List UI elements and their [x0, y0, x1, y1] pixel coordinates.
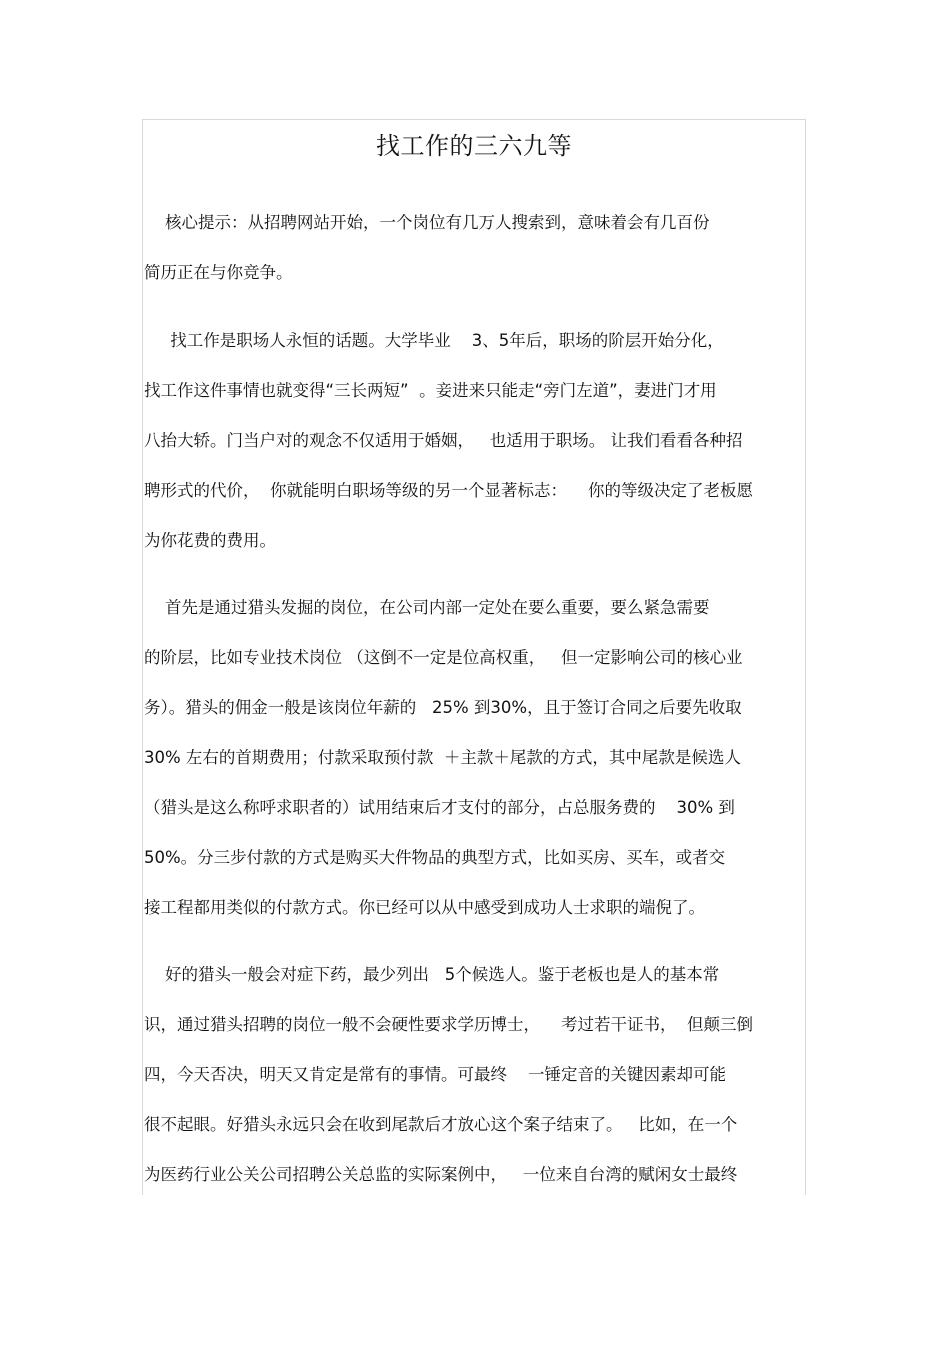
paragraph-line: 八抬大轿。门当户对的观念不仅适用于婚姻， 也适用于职场。 让我们看看各种招: [144, 431, 743, 450]
paragraph-line: （猎头是这么称呼求职者的）试用结束后才支付的部分，占总服务费的 30% 到: [144, 798, 735, 817]
paragraph-line: 50%。分三步付款的方式是购买大件物品的典型方式，比如买房、买车，或者交: [144, 848, 726, 867]
paragraph-line: 核心提示：从招聘网站开始，一个岗位有几万人搜索到，意味着会有几百份: [144, 213, 710, 232]
paragraph-line: 四，今天否决，明天又肯定是常有的事情。可最终 一锤定音的关键因素却可能: [144, 1065, 726, 1084]
paragraph-line: 首先是通过猎头发掘的岗位，在公司内部一定处在要么重要，要么紧急需要: [144, 598, 710, 617]
paragraph-line: 为医药行业公关公司招聘公关总监的实际案例中， 一位来自台湾的赋闲女士最终: [144, 1165, 738, 1184]
paragraph-line: 的阶层，比如专业技术岗位 （这倒不一定是位高权重， 但一定影响公司的核心业: [144, 648, 743, 667]
paragraph-line: 简历正在与你竞争。: [144, 263, 293, 282]
paragraph-line: 接工程都用类似的付款方式。你已经可以从中感受到成功人士求职的端倪了。: [144, 898, 705, 917]
paragraph-line: 识，通过猎头招聘的岗位一般不会硬性要求学历博士， 考过若干证书， 但颠三倒: [144, 1015, 753, 1034]
paragraph-line: 30% 左右的首期费用；付款采取预付款 ＋主款＋尾款的方式，其中尾款是候选人: [144, 748, 741, 767]
paragraph-line: 找工作这件事情也就变得“三长两短” 。妾进来只能走“旁门左道”，妻进门才用: [144, 381, 717, 400]
document-title: 找工作的三六九等: [376, 132, 572, 160]
paragraph-line: 好的猎头一般会对症下药，最少列出 5个候选人。鉴于老板也是人的基本常: [144, 965, 720, 984]
paragraph-line: 聘形式的代价， 你就能明白职场等级的另一个显著标志： 你的等级决定了老板愿: [144, 481, 753, 500]
paragraph-line: 找工作是职场人永恒的话题。大学毕业 3、5年后，职场的阶层开始分化，: [144, 331, 724, 350]
paragraph-line: 务）。猎头的佣金一般是该岗位年薪的 25% 到30%，且于签订合同之后要先收取: [144, 698, 742, 717]
paragraph-line: 为你花费的费用。: [144, 531, 276, 550]
paragraph-line: 很不起眼。好猎头永远只会在收到尾款后才放心这个案子结束了。 比如，在一个: [144, 1115, 738, 1134]
